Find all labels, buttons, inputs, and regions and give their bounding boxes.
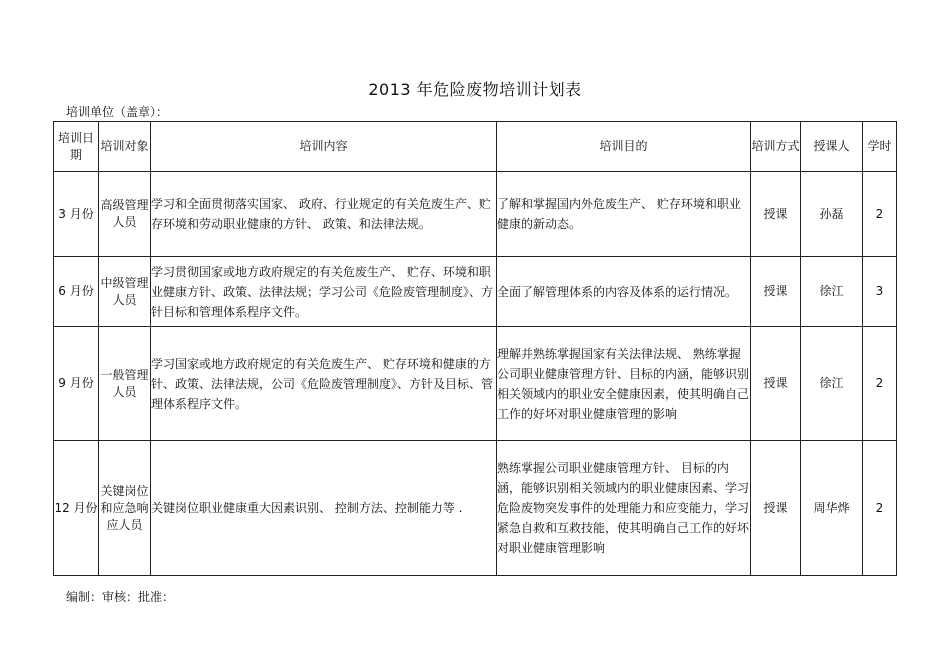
row-hours: 2	[863, 441, 897, 576]
table-row	[54, 257, 897, 327]
row-date: 12 月份	[54, 441, 99, 576]
row-purpose: 理解并熟练掌握国家有关法律法规、 熟练掌握公司职业健康管理方针、目标的内涵，能够识别相关领域内的职业安全健康因素，使其明确自己工作的好坏对职业健康管理的影响	[497, 327, 751, 441]
row-method: 授课	[751, 327, 801, 441]
row-method: 授课	[751, 257, 801, 327]
header-teacher: 授课人	[801, 122, 863, 172]
row-date: 3 月份	[54, 172, 99, 257]
row-method: 授课	[751, 172, 801, 257]
training-plan-table	[53, 121, 897, 576]
row-teacher: 孙磊	[801, 172, 863, 257]
row-method: 授课	[751, 441, 801, 576]
row-content: 关键岗位职业健康重大因素识别、 控制方法、控制能力等 .	[151, 441, 497, 576]
row-target: 一般管理人员	[99, 327, 151, 441]
signoff-line: 编制：审核：批准：	[66, 590, 175, 604]
row-hours: 2	[863, 172, 897, 257]
row-purpose: 熟练掌握公司职业健康管理方针、 目标的内涵，能够识别相关领域内的职业健康因素、学习危险废物突发事件的处理能力和应变能力，学习紧急自救和互救技能，使其明确自己工作的好坏对职业健康管理影响	[497, 441, 751, 576]
training-unit-label: 培训单位（盖章）：	[66, 105, 169, 119]
header-target: 培训对象	[99, 122, 151, 172]
row-purpose: 了解和掌握国内外危废生产、 贮存环境和职业健康的新动态。	[497, 172, 751, 257]
header-content: 培训内容	[151, 122, 497, 172]
header-purpose: 培训目的	[497, 122, 751, 172]
row-date: 6 月份	[54, 257, 99, 327]
row-date: 9 月份	[54, 327, 99, 441]
row-target: 关键岗位和应急响应人员	[99, 441, 151, 576]
row-target: 高级管理人员	[99, 172, 151, 257]
table-row	[54, 327, 897, 441]
row-teacher: 徐江	[801, 257, 863, 327]
table-header-row	[54, 122, 897, 172]
page-title: 2013 年危险废物培训计划表	[368, 80, 582, 99]
header-date: 培训日期	[54, 122, 99, 172]
row-teacher: 徐江	[801, 327, 863, 441]
row-purpose: 全面了解管理体系的内容及体系的运行情况。	[497, 257, 751, 327]
row-content: 学习和全面贯彻落实国家、 政府、行业规定的有关危废生产、贮存环境和劳动职业健康的方针、 政策、和法律法规。	[151, 172, 497, 257]
row-content: 学习贯彻国家或地方政府规定的有关危废生产、 贮存、环境和职业健康方针、政策、法律法规；学习公司《危险废管理制度》、方针目标和管理体系程序文件。	[151, 257, 497, 327]
header-method: 培训方式	[751, 122, 801, 172]
table-row	[54, 172, 897, 257]
row-hours: 2	[863, 327, 897, 441]
row-content: 学习国家或地方政府规定的有关危废生产、 贮存环境和健康的方针、政策、法律法规，公司《危险废管理制度》、方针及目标、管理体系程序文件。	[151, 327, 497, 441]
table-row	[54, 441, 897, 576]
row-teacher: 周华烨	[801, 441, 863, 576]
header-hours: 学时	[863, 122, 897, 172]
row-hours: 3	[863, 257, 897, 327]
row-target: 中级管理人员	[99, 257, 151, 327]
